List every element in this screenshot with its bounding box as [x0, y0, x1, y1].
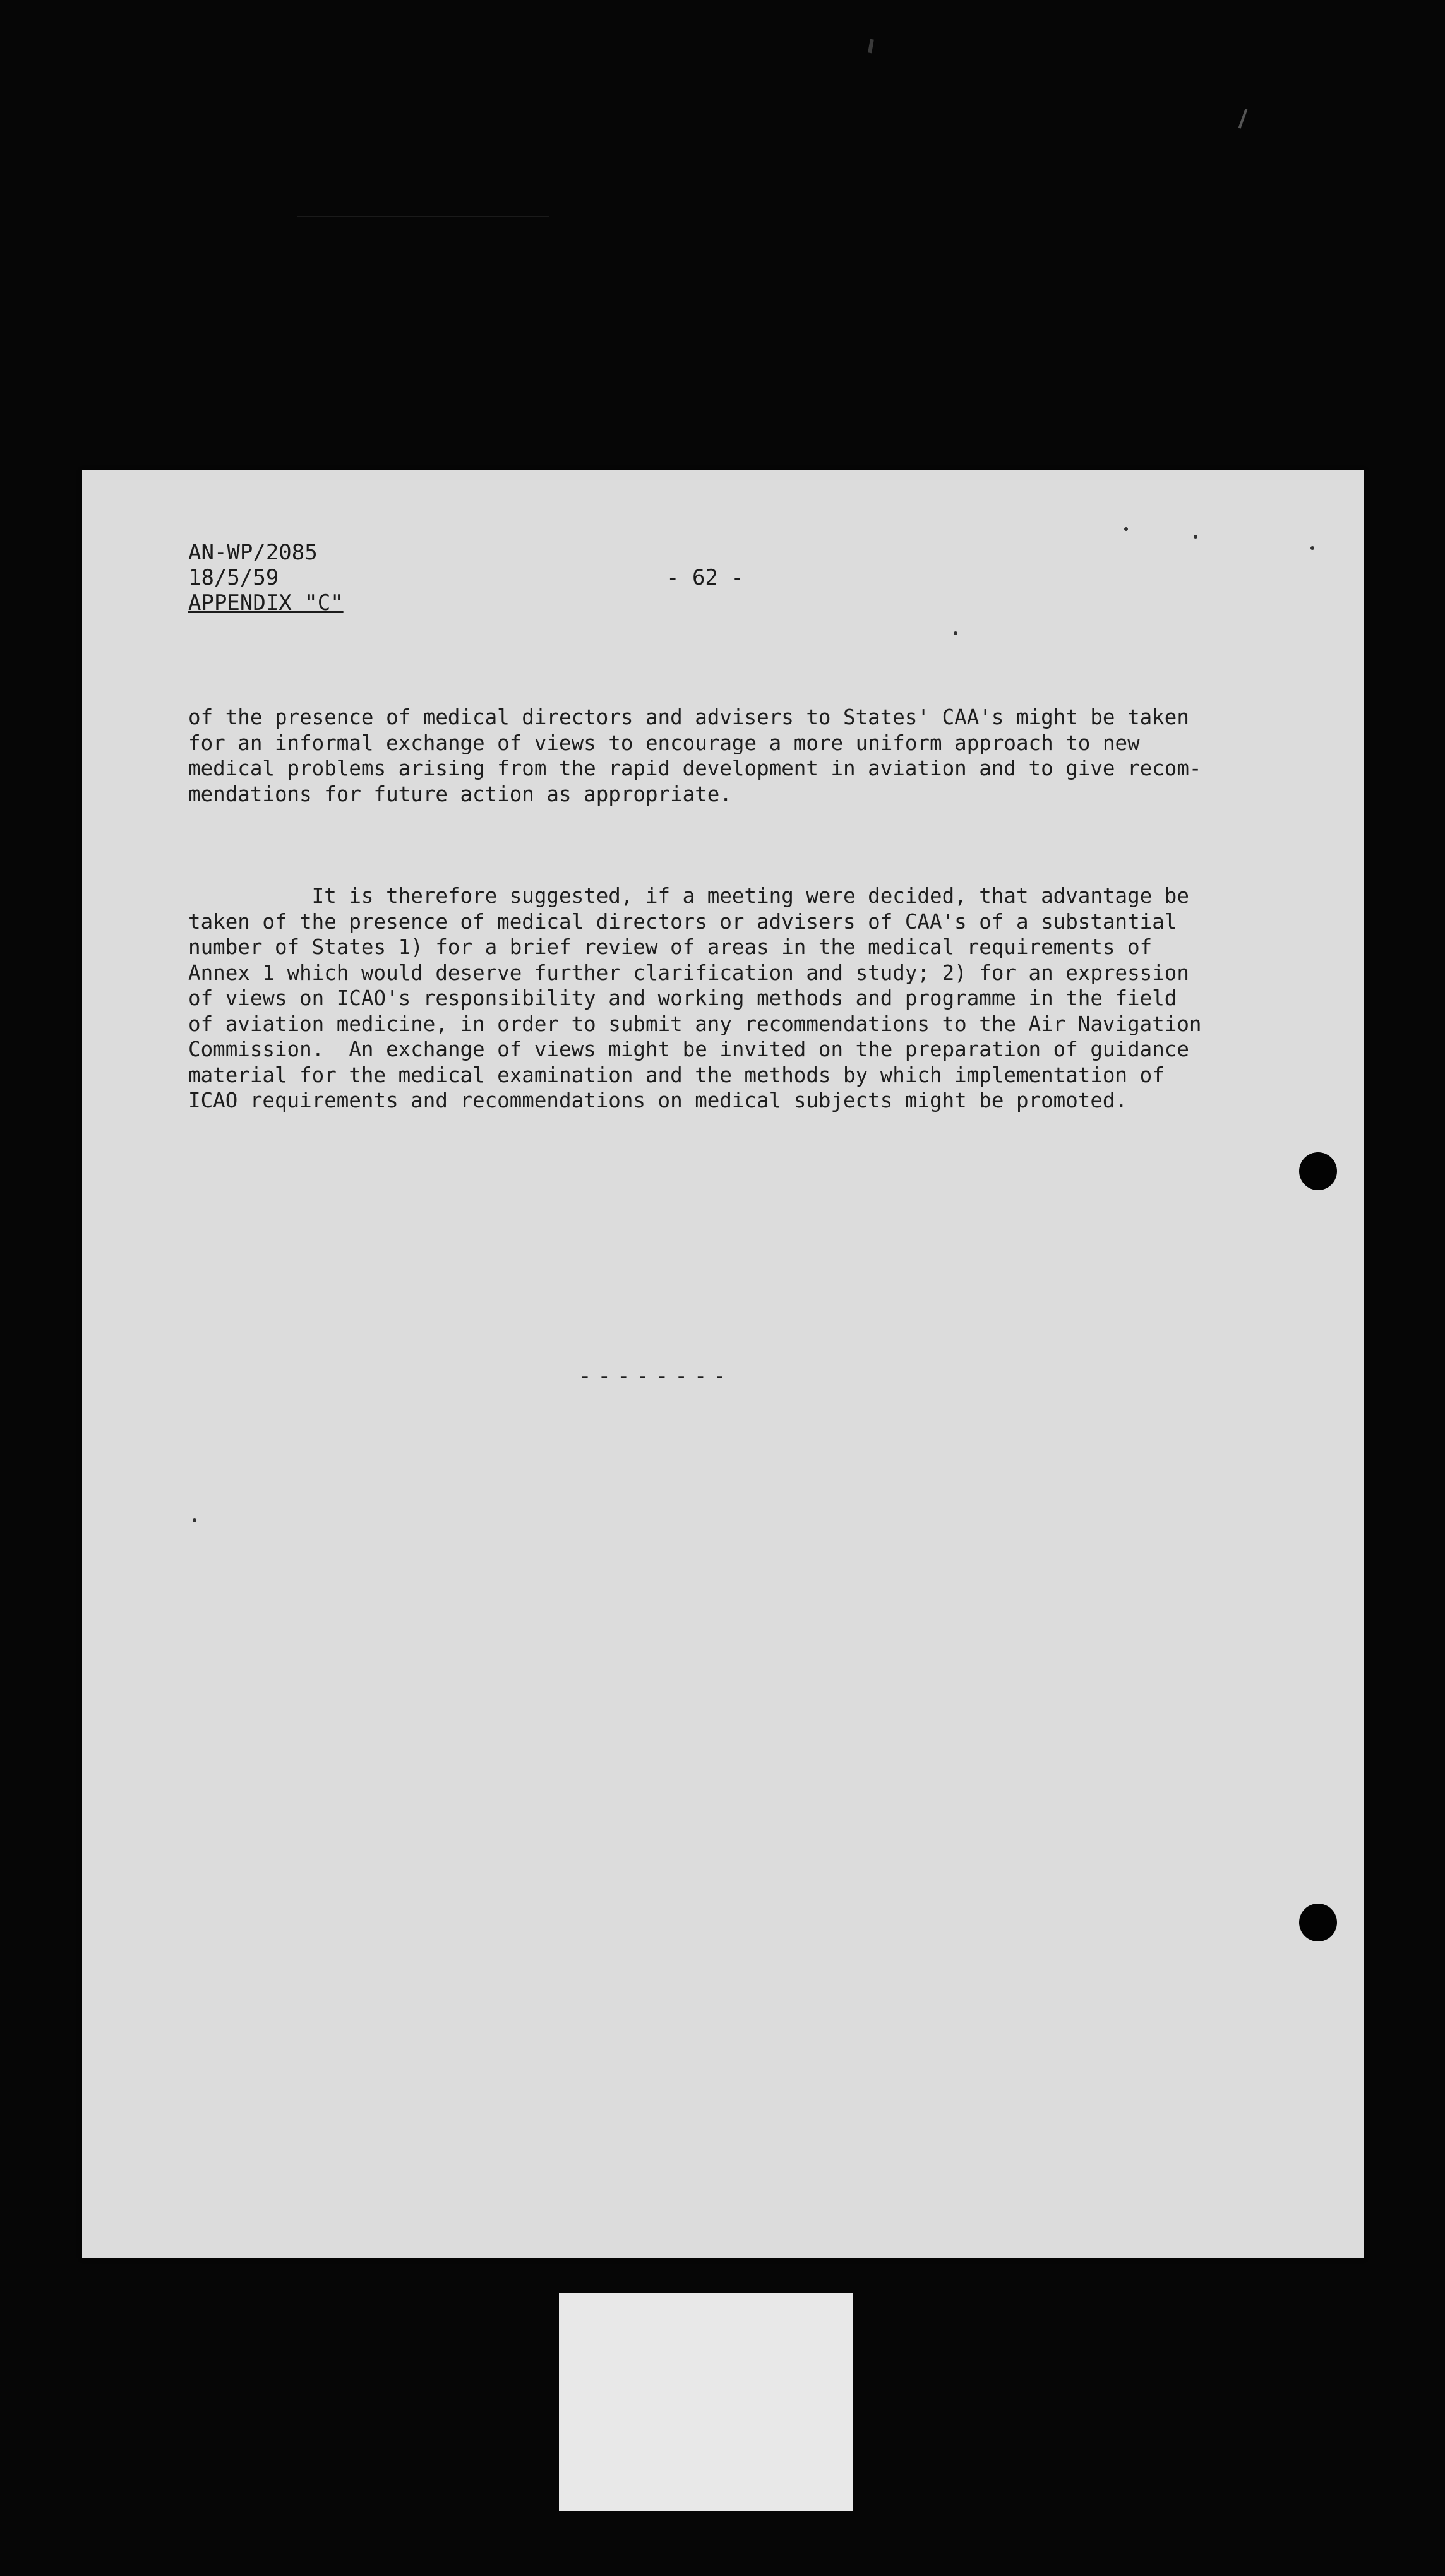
film-artifact-line: [297, 216, 549, 217]
paper-speck: [193, 1518, 196, 1522]
blank-target-card: [559, 2293, 853, 2511]
document-date: 18/5/59: [188, 565, 279, 590]
paper-speck: [1194, 535, 1197, 539]
page-number: - 62 -: [666, 565, 744, 590]
punch-hole: [1299, 1904, 1337, 1941]
paragraph: of the presence of medical directors and advisers to States' CAA's might be taken for an informal exchange of views to encourage a more uniform approach to new medical problems arising from the rapid development in aviation and to give recom- mendations for future action as appropriate.: [188, 705, 1202, 806]
punch-hole: [1299, 1152, 1337, 1190]
paper-speck: [1310, 546, 1314, 550]
document-reference: AN-WP/2085: [188, 540, 318, 565]
document-page: [82, 470, 1364, 2258]
paragraph: It is therefore suggested, if a meeting were decided, that advantage be taken of the presence of medical directors or advisers of CAA's of a substantial number of States 1) for a brief review of areas in the medical requirements of Annex 1 which would deserve further clarification and study; 2) for an expression of views on ICAO's responsibility and working methods and programme in the field of aviation medicine, in order to submit any recommendations to the Air Navigation Commission. An exchange of views might be invited on the preparation of guidance material for the medical examination and the methods by which implementation of ICAO requirements and recommendations on medical subjects might be promoted.: [188, 884, 1202, 1112]
paper-speck: [1124, 527, 1128, 531]
body-text: [188, 653, 1312, 1165]
document-header: [188, 540, 344, 616]
end-of-text-rule: --------: [579, 1364, 733, 1389]
appendix-label: APPENDIX "C": [188, 590, 344, 616]
paper-speck: [954, 631, 957, 635]
